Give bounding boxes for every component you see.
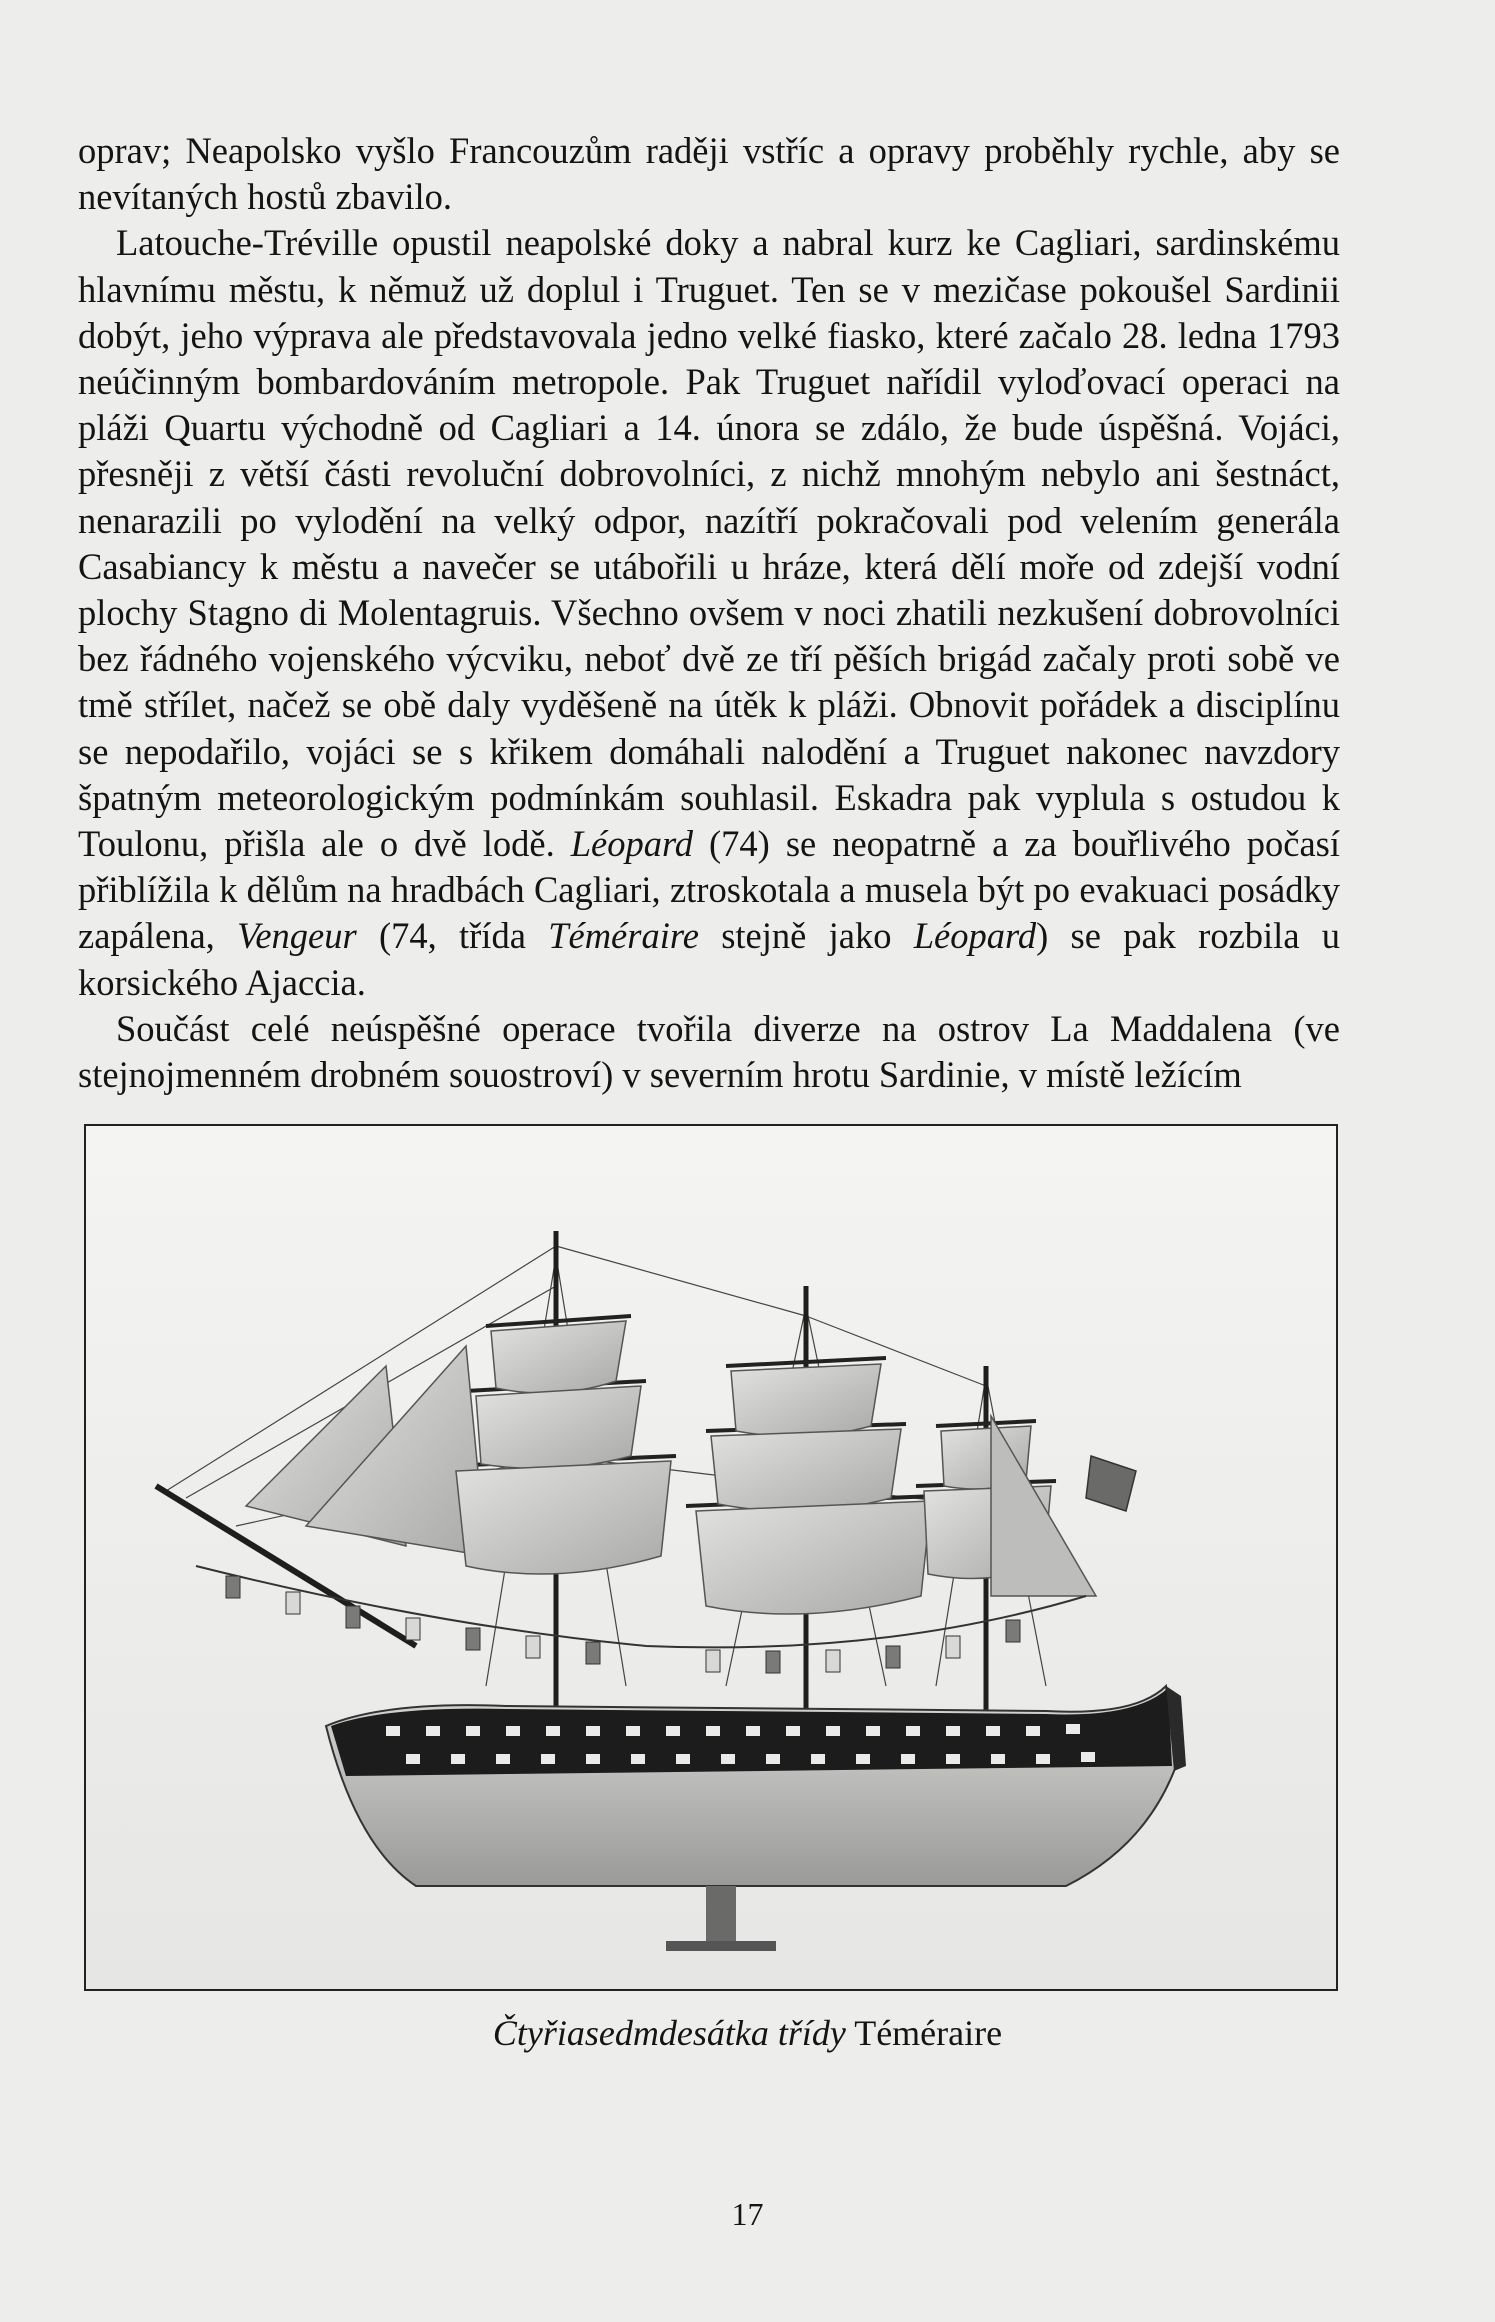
ship-name-leopard: Léopard [570,823,694,865]
ship-class-temeraire: Téméraire [548,915,699,957]
paragraph-1: oprav; Neapolsko vyšlo Francouzům raději vstříc a opravy proběhly rychle, aby se nevítaných hostů zbavilo. [78,130,1340,218]
page-number: 17 [731,2196,764,2232]
caption-class-name: Téméraire [854,2013,1003,2053]
ship-name-vengeur: Vengeur [237,915,357,957]
paragraph-2-text-c: (74, třída [378,915,526,957]
paragraph-2-text-b: (74) se neopatrně a za bouřlivého počasí přiblížila k dělům na hradbách Cagliari, ztroskotala a musela být po evakuaci posádky zapálena, [78,823,1340,957]
paragraph-2-text-e: ) se pak rozbila u korsického Ajaccia. [78,915,1341,1003]
ship-model-photo [84,1124,1338,1991]
paragraph-3: Součást celé neúspěšné operace tvořila diverze na ostrov La Maddalena (ve stejnojmenném drobném souostroví) v severním hrotu Sardinie, v místě ležícím [78,1007,1340,1096]
caption-italic: Čtyřiasedmdesátka třídy [492,2013,846,2053]
paragraph-2-text-a: Latouche-Tréville opustil neapolské doky a nabral kurz ke Cagliari, sardinskému hlavnímu městu, k němuž už doplul i Truguet. Ten se v mezičase pokoušel Sardinii dobýt, jeho výprava ale představovala jedno velké fiasko, které začalo 28. ledna 1793 neúčinným bombardováním metropole. Pak Truguet nařídil vyloďovací operaci na pláži Quartu východně od Cagliari a 14. února se zdálo, že bude úspěšná. Vojáci, přesněji z větší části revoluční dobrovolníci, z nichž mnohým nebylo ani šestnáct, nenarazili po vylodění na velký odpor, nazítří pokračovali pod velením generála Casabiancy k městu a navečer se utábořili u hráze, která dělí moře od zdejší vodní plochy Stagno di Molentagruis. Všechno ovšem v noci zhatili nezkušení dobrovolníci bez řádného vojenského výcviku, neboť dvě ze tří pěších brigád začaly proti sobě ve tmě střílet, načež se obě daly vyděšeně na útěk k pláži. Obnovit pořádek a disciplínu se nepodařilo, vojáci se s křikem domáhali nalodění a Truguet nakonec navzdory špatným meteorologickým podmínkám souhlasil. Eskadra pak vyplula s ostudou k Toulonu, přišla ale o dvě lodě. [78,222,1340,865]
figure-caption [0,2012,1495,2054]
ship-illustration [86,1126,1338,1991]
body-text [78,128,1340,1098]
paragraph-2 [78,220,1340,1005]
paragraph-2-text-d: stejně jako [721,915,892,957]
ship-name-leopard-2: Léopard [913,915,1037,957]
